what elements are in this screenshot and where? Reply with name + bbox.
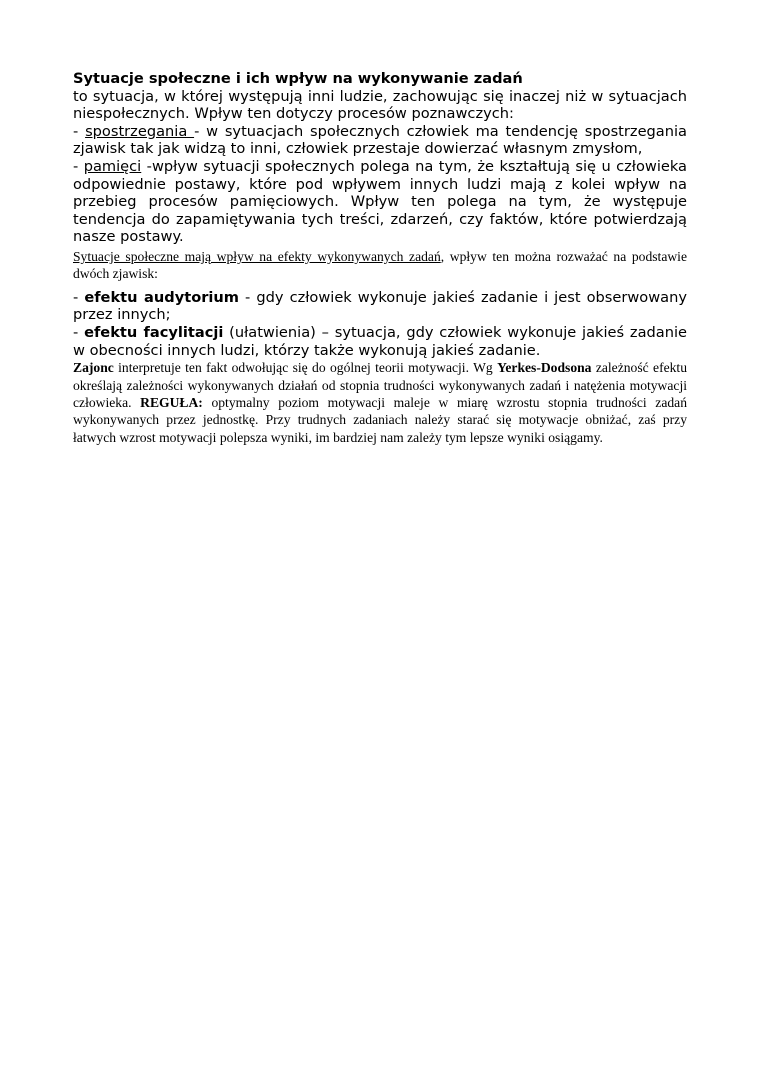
- document-title: Sytuacje społeczne i ich wpływ na wykonywanie zadań: [73, 70, 523, 87]
- yerkes-dodson-name: Yerkes-Dodsona: [497, 360, 592, 376]
- zajonc-paragraph: [73, 359, 687, 446]
- rule-label: REGUŁA:: [140, 394, 203, 410]
- memory-text: -wpływ sytuacji społecznych polega na tym, że kształtują się u człowieka odpowiednie postawy, które pod wpływem innych ludzi mają z kolei wpływ na przebieg procesów pamięciowych. Wpływ ten polega na tym, że występuje tendencja do zapamiętywania tych treści, zdarzeń, czy faktów, które potwierdzają nasze postawy.: [73, 157, 687, 246]
- facilitation-term: efektu facylitacji: [84, 323, 224, 341]
- effects-list: [73, 289, 687, 359]
- zajonc-text-1: interpretuje ten fakt odwołując się do ogólnej teorii motywacji. Wg: [113, 360, 498, 376]
- effects-intro-paragraph: [73, 248, 687, 283]
- effects-intro-underlined: Sytuacje społeczne mają wpływ na efekty wykonywanych zadań: [73, 248, 441, 264]
- audience-term: efektu audytorium: [84, 288, 240, 306]
- facilitation-dash: -: [73, 323, 85, 341]
- audience-dash: -: [73, 288, 85, 306]
- memory-term: pamięci: [83, 157, 142, 175]
- memory-dash: -: [73, 157, 84, 175]
- perception-dash: -: [73, 122, 86, 140]
- perception-text: - w sytuacjach społecznych człowiek ma tendencję spostrzegania zjawisk tak jak widzą to inni, człowiek przestaje dowierzać własnym zmysłom,: [73, 122, 687, 158]
- audience-effect-paragraph: [73, 289, 687, 324]
- rule-text: optymalny poziom motywacji maleje w miarę wzrostu stopnia trudności zadań wykonywanych przez jednostkę. Przy trudnych zadaniach należy starać się motywacje obniżać, zaś przy łatwych wzrost motywacji polepsza wyniki, im bardziej nam zależy tym lepsze wyniki osiągamy.: [73, 394, 687, 445]
- facilitation-text: (ułatwienia) – sytuacja, gdy człowiek wykonuje jakieś zadanie w obecności innych ludzi, którzy także wykonują jakieś zadanie.: [73, 323, 687, 359]
- effects-intro-rest: , wpływ ten można rozważać na podstawie dwóch zjawisk:: [73, 248, 687, 282]
- intro-paragraph: to sytuacja, w której występują inni ludzie, zachowując się inaczej niż w sytuacjach niespołecznych. Wpływ ten dotyczy procesów poznawczych:: [73, 87, 687, 123]
- perception-term: spostrzegania: [85, 122, 195, 140]
- memory-paragraph: [73, 158, 687, 246]
- audience-text: - gdy człowiek wykonuje jakieś zadanie i jest obserwowany przez innych;: [73, 288, 687, 324]
- facilitation-effect-paragraph: [73, 324, 687, 359]
- perception-paragraph: [73, 123, 687, 158]
- zajonc-name: Zajonc: [73, 360, 114, 376]
- zajonc-text-2: zależność efektu określają zależności wykonywanych działań od stopnia trudności wykonywanych zadań i natężenia motywacji człowieka.: [73, 360, 687, 410]
